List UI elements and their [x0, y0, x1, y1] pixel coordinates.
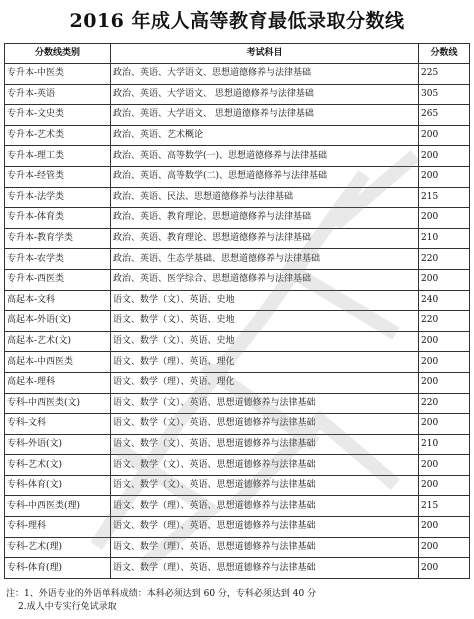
row-category-cell: 专升本-体育类	[5, 208, 111, 229]
row-subjects-cell: 语文、数学（理）、英语、理化	[111, 372, 419, 393]
page-title: 2016 年成人高等教育最低录取分数线	[69, 10, 405, 32]
row-subjects-cell: 语文、数学（理）、英语、思想道德修养与法律基础	[111, 558, 419, 579]
row-category-cell: 专科-艺术(文)	[5, 455, 111, 476]
table-row	[5, 352, 470, 373]
row-subjects-cell: 政治、英语、大学语文、 思想道德修养与法律基础	[111, 105, 419, 126]
row-subjects-cell: 政治、英语、艺术概论	[111, 125, 419, 146]
table-row	[5, 146, 470, 167]
row-category-cell: 专科-艺术(理)	[5, 537, 111, 558]
row-score-cell: 220	[419, 311, 470, 332]
row-subjects-cell: 语文、数学（文）、英语、思想道德修养与法律基础	[111, 434, 419, 455]
row-category-cell: 专科-外语(文)	[5, 434, 111, 455]
table-row	[5, 228, 470, 249]
footnote-1: 注：1、外语专业的外语单科成绩：本科必须达到 60 分，专科必须达到 40 分	[6, 589, 317, 599]
row-score-cell: 200	[419, 372, 470, 393]
row-category-cell: 高起本-文科	[5, 290, 111, 311]
row-category-cell: 专升本-教育学类	[5, 228, 111, 249]
row-subjects-cell: 语文、数学（文）、英语、史地	[111, 331, 419, 352]
row-subjects-cell: 政治、英语、大学语文、思想道德修养与法律基础	[111, 64, 419, 85]
row-category-cell: 专科-理科	[5, 517, 111, 538]
table-row	[5, 105, 470, 126]
row-score-cell: 220	[419, 393, 470, 414]
table-header-row	[5, 44, 470, 64]
row-category-cell: 专升本-理工类	[5, 146, 111, 167]
row-category-cell: 专升本-中医类	[5, 64, 111, 85]
row-subjects-cell: 语文、数学（文）、英语、思想道德修养与法律基础	[111, 455, 419, 476]
row-score-cell: 210	[419, 228, 470, 249]
row-score-cell: 215	[419, 187, 470, 208]
row-subjects-cell: 政治、英语、民法、思想道德修养与法律基础	[111, 187, 419, 208]
row-score-cell: 210	[419, 434, 470, 455]
column-header-score: 分数线	[419, 44, 470, 64]
row-subjects-cell: 政治、英语、高等数学(一)、思想道德修养与法律基础	[111, 146, 419, 167]
row-category-cell: 高起本-理科	[5, 372, 111, 393]
row-subjects-cell: 政治、英语、医学综合、思想道德修养与法律基础	[111, 269, 419, 290]
row-subjects-cell: 语文、数学（文）、英语、思想道德修养与法律基础	[111, 475, 419, 496]
table-row	[5, 372, 470, 393]
row-category-cell: 专升本-经管类	[5, 166, 111, 187]
table-row	[5, 166, 470, 187]
row-subjects-cell: 政治、英语、大学语文、 思想道德修养与法律基础	[111, 84, 419, 105]
row-score-cell: 200	[419, 166, 470, 187]
row-score-cell: 200	[419, 208, 470, 229]
score-table	[4, 43, 470, 579]
row-category-cell: 专科-体育(理)	[5, 558, 111, 579]
table-row	[5, 414, 470, 435]
row-category-cell: 高起本-外语(文)	[5, 311, 111, 332]
row-score-cell: 200	[419, 331, 470, 352]
row-category-cell: 专科-文科	[5, 414, 111, 435]
table-row	[5, 125, 470, 146]
row-category-cell: 专升本-农学类	[5, 249, 111, 270]
row-category-cell: 专升本-英语	[5, 84, 111, 105]
row-category-cell: 专升本-法学类	[5, 187, 111, 208]
row-score-cell: 200	[419, 517, 470, 538]
table-row	[5, 290, 470, 311]
row-subjects-cell: 语文、数学（文）、英语、史地	[111, 311, 419, 332]
row-category-cell: 专升本-艺术类	[5, 125, 111, 146]
row-subjects-cell: 政治、英语、生态学基础、思想道德修养与法律基础	[111, 249, 419, 270]
row-score-cell: 200	[419, 537, 470, 558]
row-score-cell: 200	[419, 269, 470, 290]
row-score-cell: 220	[419, 249, 470, 270]
footnote-2: 2.成人中专实行免试录取	[18, 602, 117, 612]
row-category-cell: 高起本-艺术(文)	[5, 331, 111, 352]
row-score-cell: 200	[419, 146, 470, 167]
row-category-cell: 高起本-中西医类	[5, 352, 111, 373]
table-row	[5, 393, 470, 414]
table-row	[5, 187, 470, 208]
row-subjects-cell: 语文、数学（理）、英语、思想道德修养与法律基础	[111, 537, 419, 558]
row-score-cell: 265	[419, 105, 470, 126]
row-subjects-cell: 语文、数学（理）、英语、思想道德修养与法律基础	[111, 517, 419, 538]
row-score-cell: 215	[419, 496, 470, 517]
table-row	[5, 331, 470, 352]
row-subjects-cell: 政治、英语、教育理论、思想道德修养与法律基础	[111, 208, 419, 229]
row-subjects-cell: 政治、英语、教育理论、思想道德修养与法律基础	[111, 228, 419, 249]
table-row	[5, 537, 470, 558]
table-row	[5, 434, 470, 455]
table-row	[5, 208, 470, 229]
row-category-cell: 专升本-文史类	[5, 105, 111, 126]
row-subjects-cell: 语文、数学（文）、英语、思想道德修养与法律基础	[111, 393, 419, 414]
row-subjects-cell: 语文、数学（理）、英语、理化	[111, 352, 419, 373]
table-row	[5, 455, 470, 476]
table-row	[5, 269, 470, 290]
table-row	[5, 496, 470, 517]
column-header-subjects: 考试科目	[111, 44, 419, 64]
row-subjects-cell: 语文、数学（文）、英语、思想道德修养与法律基础	[111, 414, 419, 435]
table-row	[5, 517, 470, 538]
row-score-cell: 200	[419, 475, 470, 496]
row-score-cell: 225	[419, 64, 470, 85]
table-row	[5, 558, 470, 579]
footnotes	[6, 588, 316, 614]
column-header-category: 分数线类别	[5, 44, 111, 64]
table-row	[5, 249, 470, 270]
row-category-cell: 专科-中西医类(文)	[5, 393, 111, 414]
row-category-cell: 专科-体育(文)	[5, 475, 111, 496]
row-subjects-cell: 语文、数学（理）、英语、思想道德修养与法律基础	[111, 496, 419, 517]
row-score-cell: 200	[419, 414, 470, 435]
row-category-cell: 专科-中西医类(理)	[5, 496, 111, 517]
row-category-cell: 专升本-西医类	[5, 269, 111, 290]
row-score-cell: 240	[419, 290, 470, 311]
row-score-cell: 200	[419, 352, 470, 373]
table-row	[5, 84, 470, 105]
row-score-cell: 200	[419, 455, 470, 476]
table-row	[5, 311, 470, 332]
row-score-cell: 200	[419, 558, 470, 579]
row-subjects-cell: 语文、数学（文）、英语、史地	[111, 290, 419, 311]
row-score-cell: 200	[419, 125, 470, 146]
table-row	[5, 475, 470, 496]
table-row	[5, 64, 470, 85]
row-subjects-cell: 政治、英语、高等数学(二)、思想道德修养与法律基础	[111, 166, 419, 187]
row-score-cell: 305	[419, 84, 470, 105]
